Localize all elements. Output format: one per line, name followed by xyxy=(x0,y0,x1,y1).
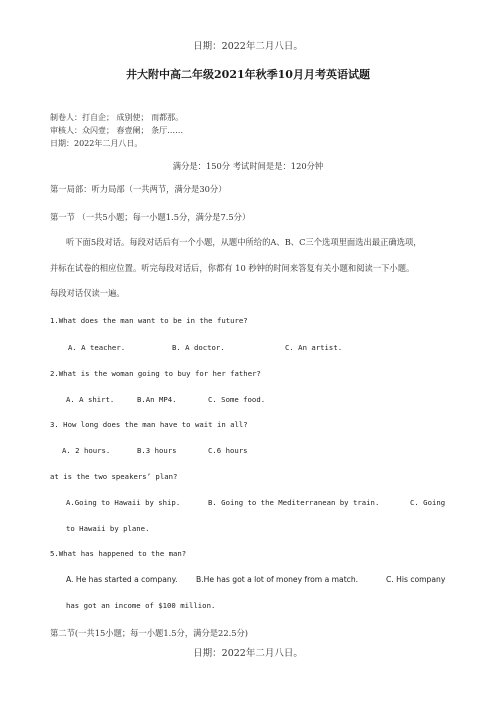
question-text: 5.What has happened to the man? xyxy=(50,549,187,558)
instruction-line: 每段对话仅读一遍。 xyxy=(50,288,125,298)
option-a: A. 2 hours. xyxy=(62,446,111,455)
meta-reviewer: 审核人：众闪壹； 春壹阑； 条厅…… xyxy=(50,126,184,135)
part-heading: 第一局部：听力局部（一共两节，满分是30分） xyxy=(50,184,227,194)
question-text: 3. How long does the man have to wait in all? xyxy=(50,420,248,429)
section-heading: 第二节(一共15小题；每一小题1.5分，满分是22.5分) xyxy=(50,628,249,638)
option-a: A. He has started a company. xyxy=(66,575,178,584)
question-text: 1.What does the man want to be in the future? xyxy=(50,316,248,325)
option-c: C. Some food. xyxy=(208,395,266,404)
score-line: 满分是：150分 考试时间是是：120分钟 xyxy=(172,161,324,171)
instruction-line: 听下面5段对话。每段对话后有一个小题，从题中所给的A、B、C三个选项里面选出最正确选项， xyxy=(66,237,422,247)
option-a: A. A shirt. xyxy=(66,395,115,404)
instruction-line: 并标在试卷的相应位置。听完每段对话后，你都有 10 秒钟的时间来答复有关小题和阅读一下小题。 xyxy=(50,263,415,273)
option-c: C.6 hours xyxy=(208,446,248,455)
option-c-continued: to Hawaii by plane. xyxy=(66,524,150,533)
option-b: B.An MP4. xyxy=(137,395,177,404)
header-date: 日期：2022年二月八日。 xyxy=(193,41,303,52)
option-b: B.He has got a lot of money from a match. xyxy=(196,575,359,584)
option-a: A.Going to Hawaii by ship. xyxy=(66,498,181,507)
meta-date: 日期：2022年二月八日。 xyxy=(50,139,143,148)
option-c: C. An artist. xyxy=(285,343,343,352)
footer-date: 日期：2022年二月八日。 xyxy=(193,648,303,659)
option-b: B. Going to the Mediterranean by train. xyxy=(208,498,380,507)
option-c: C. Going xyxy=(410,498,446,507)
option-c: C. His company xyxy=(386,575,446,584)
meta-author: 制卷人：打自企； 成别使； 而都那。 xyxy=(50,113,184,122)
page-title: 井大附中高二年级2021年秋季10月月考英语试题 xyxy=(126,68,370,81)
option-b: B.3 hours xyxy=(137,446,177,455)
question-text: 2.What is the woman going to buy for her father? xyxy=(50,369,261,378)
section-heading: 第一节 （一共5小题；每一小题1.5分，满分是7.5分） xyxy=(50,212,251,222)
question-text: at is the two speakers’ plan? xyxy=(50,472,178,481)
option-a: A. A teacher. xyxy=(68,343,126,352)
option-c-continued: has got an income of $100 million. xyxy=(66,601,216,610)
option-b: B. A doctor. xyxy=(172,343,225,352)
